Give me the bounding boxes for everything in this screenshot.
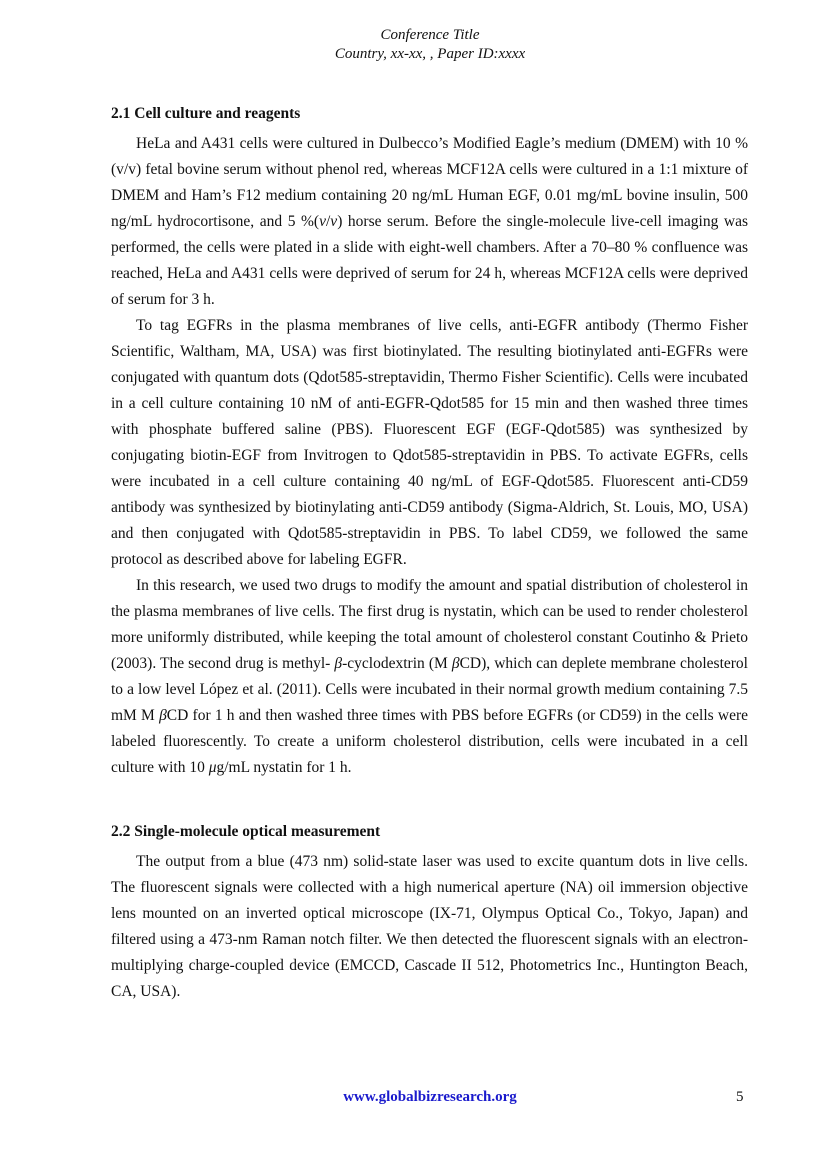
paragraph: In this research, we used two drugs to modify the amount and spatial distribution of cholesterol in the plasma membranes of live cells. The first drug is nystatin, which can be used to render cholesterol more uniformly distributed, while keeping the total amount of cholesterol constant Coutinho & Prieto (2003). The second drug is methyl- β-cyclodextrin (M βCD), which can deplete membrane cholesterol to a low level López et al. (2011). Cells were incubated in their normal growth medium containing 7.5 mM M βCD for 1 h and then washed three times with PBS before EGFRs (or CD59) in the cells were labeled fluorescently. To create a uniform cholesterol distribution, cells were incubated in a cell culture with 10 μg/mL nystatin for 1 h. — [111, 577, 748, 776]
paragraph: To tag EGFRs in the plasma membranes of live cells, anti-EGFR antibody (Thermo Fisher Scientific, Waltham, MA, USA) was first biotinylated. The resulting biotinylated anti-EGFRs were conjugated with quantum dots (Qdot585-streptavidin, Thermo Fisher Scientific). Cells were incubated in a cell culture containing 10 nM of anti-EGFR-Qdot585 for 15 min and then washed three times with phosphate buffered saline (PBS). Fluorescent EGF (EGF-Qdot585) was synthesized by conjugating biotin-EGF from Invitrogen to Qdot585-streptavidin in PBS. To activate EGFRs, cells were incubated in a cell culture containing 40 ng/mL of EGF-Qdot585. Fluorescent anti-CD59 antibody was synthesized by biotinylating anti-CD59 antibody (Sigma-Aldrich, St. Louis, MO, USA) and then conjugated with Qdot585-streptavidin in PBS. To label CD59, we followed the same protocol as described above for labeling EGFR. — [111, 317, 748, 568]
conference-location: Country, xx-xx, , Paper ID:xxxx — [334, 46, 526, 62]
paragraph: HeLa and A431 cells were cultured in Dulbecco’s Modified Eagle’s medium (DMEM) with 10 % (v/v) fetal bovine serum without phenol red, whereas MCF12A cells were cultured in a 1:1 mixture of DMEM and Ham’s F12 medium containing 20 ng/mL Human EGF, 0.01 mg/mL bovine insulin, 500 ng/mL hydrocortisone, and 5 %(v/v) horse serum. Before the single-molecule live-cell imaging was performed, the cells were plated in a slide with eight-well chambers. After a 70–80 % confluence was reached, HeLa and A431 cells were deprived of serum for 24 h, whereas MCF12A cells were deprived of serum for 3 h. — [111, 135, 748, 308]
footer-website-link[interactable]: www.globalbizresearch.org — [343, 1089, 517, 1105]
section-title-cell-culture: 2.1 Cell culture and reagents — [111, 105, 301, 122]
section-body-optical-measurement — [111, 849, 748, 1005]
page-header — [0, 26, 827, 64]
paragraph: The output from a blue (473 nm) solid-state laser was used to excite quantum dots in live cells. The fluorescent signals were collected with a high numerical aperture (NA) oil immersion objective lens mounted on an inverted optical microscope (IX-71, Olympus Optical Co., Tokyo, Japan) and filtered using a 473-nm Raman notch filter. We then detected the fluorescent signals with an electron-multiplying charge-coupled device (EMCCD, Cascade II 512, Photometrics Inc., Huntington Beach, CA, USA). — [111, 853, 748, 1000]
page-number: 5 — [736, 1089, 744, 1105]
section-title-optical-measurement: 2.2 Single-molecule optical measurement — [111, 823, 381, 840]
section-body-cell-culture — [111, 131, 748, 781]
conference-title: Conference Title — [380, 27, 480, 43]
